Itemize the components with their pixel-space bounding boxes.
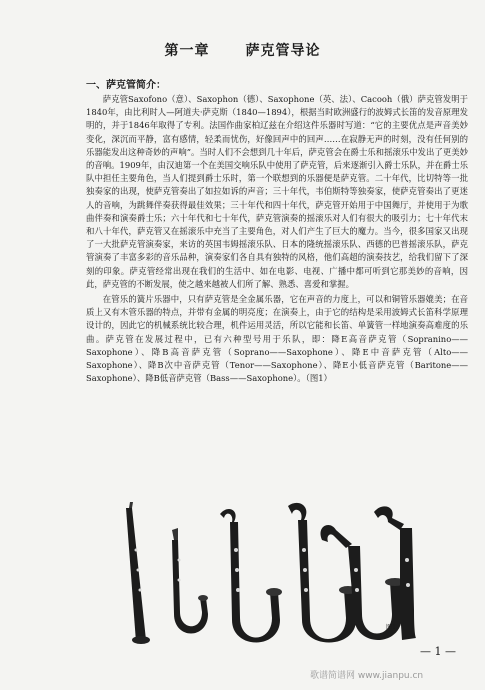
paragraph-types: 在管乐的簧片乐器中，只有萨克管是全金属乐器，它在声音的力度上，可以和铜管乐器媲美；在音质上又有木管乐器的特点，并带有金属的明亮度；在演奏上，由于它的结构是采用波姆式长笛科学原理设计的，因此它的机械系统比较合理，机件运用灵活，所以它能和长笛、单簧管一样地演奏高难度的乐曲。萨克管在发展过程中，已有六种型号用于乐队，即：降E高音萨克管（Sopranino——Saxophone）、降B高音萨克管（Soprano——Saxophone）、降E中音萨克管（Alto——Saxophone）、降B次中音萨克管（Tenor——Saxophone）、降E小低音萨克管（Baritone——Saxophone）、降B低音萨克管（Bass——Saxophone）。（图1）: [86, 294, 468, 384]
body-text: [86, 93, 468, 385]
alto-saxophone-image: [220, 509, 282, 643]
watermark: 歌谱简谱网 www.jianpu.cn: [310, 671, 424, 681]
paragraph-intro: 萨克管Saxofono（意）、Saxophon（德）、Saxophone（英、法）、Cacooh（俄）萨克管发明于1840年，由比利时人—阿道夫·萨克斯（1840—1894），根据当时欧洲盛行的波姆式长笛的发音原理发明的，并于1846年取得了专利。法国作曲家柏辽兹在介绍这件乐器时写道：“它的主要优点是声音美妙变化，深沉而平静，富有感情，轻柔而忧伤，好像回声中的回声……在寂静无声的时刻，没有任何别的乐器能发出这种奇妙的声响”。当时人们不会想到几十年后，萨克管会在爵士乐和摇滚乐中发出了更美妙的音响。1909年，由汉迪第一个在美国交响乐队中使用了萨克管，后来逐渐引入爵士乐队，并在爵士乐队中担任主要角色，当人们提到爵士乐时，第一个联想到的乐器便是萨克管。二十年代，比切特等一批独奏家的出现，使萨克管奏出了如拉如诉的声音；三十年代，韦伯斯特等独奏家，使萨克管奏出了更迷人的音响，为跳舞伴奏获得最佳效果；三十年代和四十年代，萨克管开始用于中国舞厅，并使用于为歌曲伴奏和演奏爵士乐；六十年代和七十年代，萨克管演奏的摇滚乐对人们有很大的吸引力；七十年代末和八十年代，萨克管又在摇滚乐中充当了主要角色，对人们产生了巨大的魔力。当今，很多国家又出现了一大批萨克管演奏家，来访的英国韦姆摇滚乐队、日本的隆统摇滚乐队、西德的巴普摇滚乐队，萨克管演奏了丰富多彩的音乐品种，演奏家们各自具有独特的风格，他们高超的演奏技艺，给我们留下了深刻的印象。萨克管经常出现在我们的生活中、如在电影、电视、广播中都可听到它那美妙的音响，因此，萨克管的不断发展，使之越来越被人们所了解、熟悉、喜爱和掌握。: [86, 94, 468, 289]
tenor-saxophone-image: [288, 503, 357, 643]
chapter-title: [0, 40, 485, 60]
soprano-saxophone-image: [126, 502, 150, 644]
saxophone-figure: [116, 500, 416, 650]
page-number: — 1 —: [420, 645, 456, 658]
section-heading: 一、萨克管简介：: [86, 80, 166, 91]
figure-label: 图1: [386, 624, 396, 631]
chapter-name: 萨克管导论: [245, 43, 321, 59]
curved-soprano-saxophone-image: [172, 528, 208, 634]
chapter-number: 第一章: [164, 43, 210, 59]
